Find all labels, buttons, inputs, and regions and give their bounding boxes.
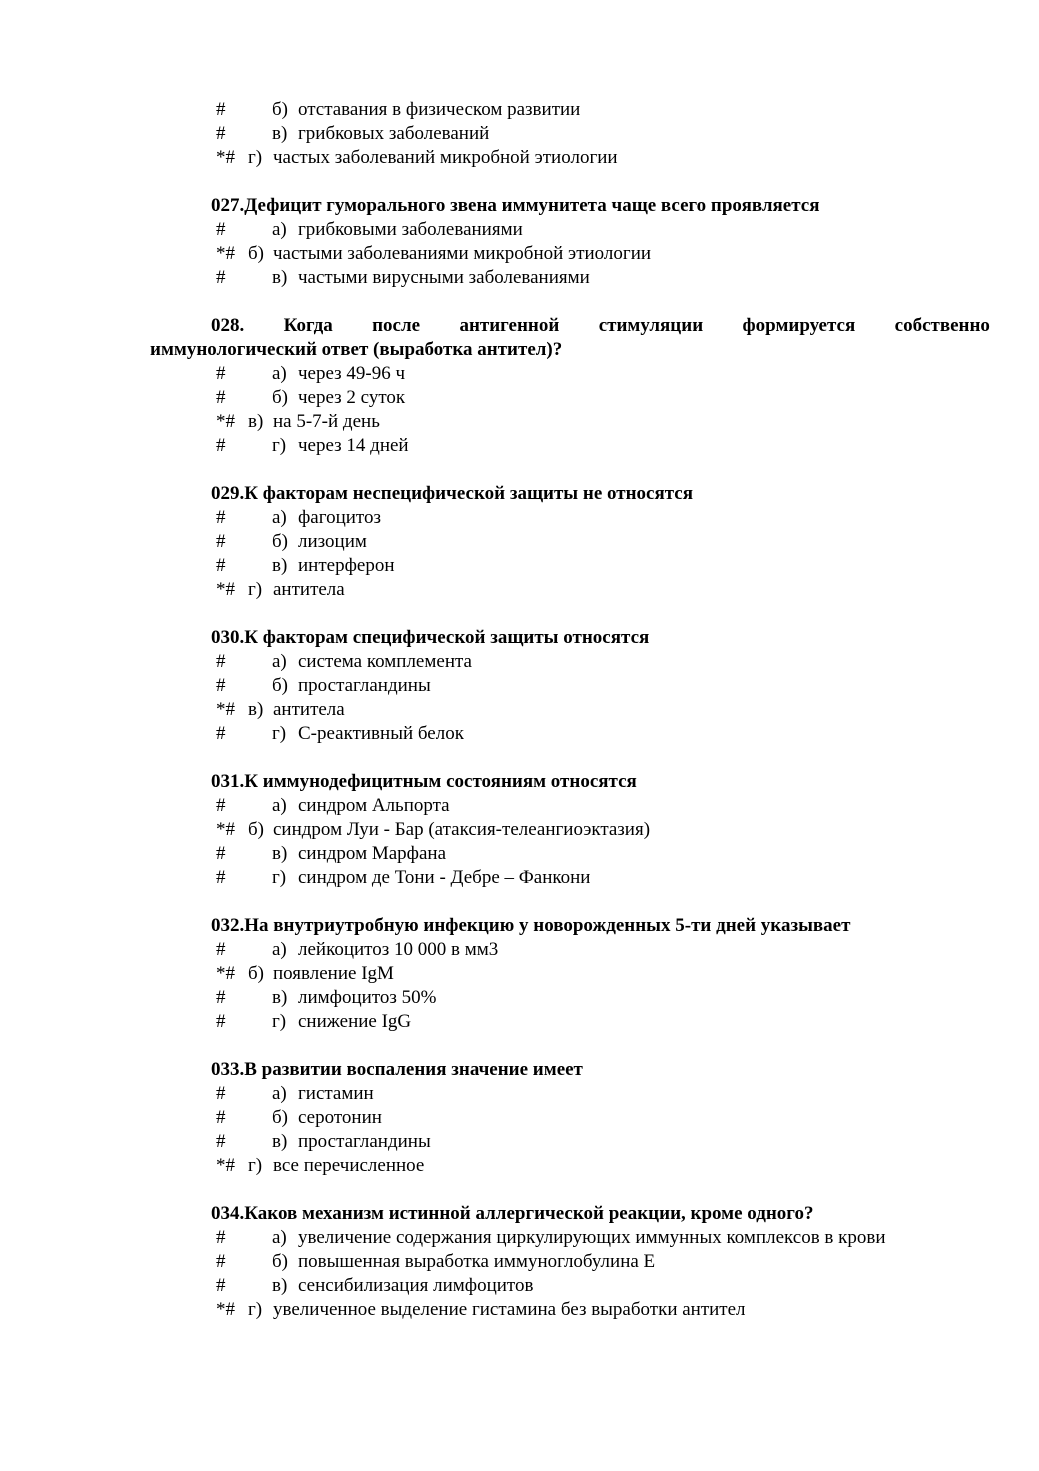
answer-item [0, 1250, 1039, 1274]
answer-item [0, 722, 1039, 746]
answer-mark: # [216, 1227, 226, 1248]
answer-mark: # [216, 435, 226, 456]
question-title: 030.К факторам специфической защиты относятся [211, 627, 650, 648]
answer-text: повышенная выработка иммуноглобулина Е [298, 1251, 656, 1272]
answer-text: увеличение содержания циркулирующих иммунных комплексов в крови [298, 1227, 886, 1248]
answer-text: грибковых заболеваний [298, 123, 490, 144]
answer-mark: # [216, 363, 226, 384]
answer-mark: *# [216, 147, 235, 168]
answer-letter: б) [272, 675, 288, 696]
question-027 [0, 194, 1039, 290]
answer-mark: *# [216, 243, 235, 264]
answer-item [0, 98, 1039, 122]
answer-mark: # [216, 1107, 226, 1128]
answer-item-correct [0, 1298, 1039, 1322]
answer-letter: а) [272, 219, 287, 240]
question-028 [0, 314, 1039, 458]
answer-letter: г) [272, 723, 287, 744]
answer-item [0, 1010, 1039, 1034]
question-title-continuation: иммунологический ответ (выработка антител)? [150, 339, 563, 360]
answer-letter: в) [272, 987, 288, 1008]
answer-item [0, 938, 1039, 962]
answer-text: система комплемента [298, 651, 472, 672]
answer-item-correct [0, 698, 1039, 722]
question-title: 032.На внутриутробную инфекцию у новорожденных 5-ти дней указывает [211, 915, 851, 936]
answer-text: лизоцим [298, 531, 367, 552]
answer-text: лейкоцитоз 10 000 в мм3 [298, 939, 499, 960]
answer-text: серотонин [298, 1107, 382, 1128]
answer-letter: г) [272, 435, 287, 456]
answer-mark: # [216, 867, 226, 888]
answer-letter: г) [272, 867, 287, 888]
answer-mark: # [216, 99, 226, 120]
answer-text: появление IgM [273, 963, 394, 984]
answer-mark: *# [216, 1299, 235, 1320]
answer-mark: # [216, 723, 226, 744]
answer-item-correct [0, 1154, 1039, 1178]
answer-mark: # [216, 1083, 226, 1104]
answer-text: частых заболеваний микробной этиологии [273, 147, 618, 168]
question-034 [0, 1202, 1039, 1322]
answer-text: частыми заболеваниями микробной этиологии [273, 243, 652, 264]
answer-item-correct [0, 242, 1039, 266]
answer-text: антитела [273, 699, 345, 720]
answer-letter: а) [272, 507, 287, 528]
answer-text: на 5-7-й день [273, 411, 380, 432]
answer-item [0, 506, 1039, 530]
answer-text: отставания в физическом развитии [298, 99, 581, 120]
document-page [0, 98, 1039, 1322]
question-title [211, 314, 990, 338]
answer-item [0, 1130, 1039, 1154]
answer-text: простагландины [298, 675, 431, 696]
question-032 [0, 914, 1039, 1034]
answer-mark: # [216, 675, 226, 696]
answer-mark: # [216, 987, 226, 1008]
answer-item [0, 434, 1039, 458]
answer-text: частыми вирусными заболеваниями [298, 267, 590, 288]
answer-mark: # [216, 531, 226, 552]
answer-item [0, 794, 1039, 818]
answer-text: синдром Альпорта [298, 795, 450, 816]
answer-letter: б) [272, 387, 288, 408]
answer-text: фагоцитоз [298, 507, 381, 528]
question-title: 033.В развитии воспаления значение имеет [211, 1059, 583, 1080]
answer-list-previous [0, 98, 1039, 170]
answer-text: через 49-96 ч [298, 363, 406, 384]
answer-item-correct [0, 146, 1039, 170]
title-word: Когда [283, 315, 333, 336]
answer-mark: # [216, 1011, 226, 1032]
answer-item [0, 266, 1039, 290]
answer-mark: # [216, 1275, 226, 1296]
answer-letter: а) [272, 939, 287, 960]
title-word: собственно [894, 315, 990, 336]
answer-text: антитела [273, 579, 345, 600]
answer-text: синдром Луи - Бар (атаксия-телеангиоэктазия) [273, 819, 651, 840]
answer-letter: в) [272, 267, 288, 288]
answer-text: лимфоцитоз 50% [298, 987, 437, 1008]
answer-text: гистамин [298, 1083, 374, 1104]
answer-letter: в) [272, 555, 288, 576]
title-word: антигенной [459, 315, 560, 336]
answer-item [0, 218, 1039, 242]
answer-item [0, 1082, 1039, 1106]
answer-text: синдром де Тони - Дебре – Фанкони [298, 867, 591, 888]
answer-letter: а) [272, 1083, 287, 1104]
answer-item [0, 386, 1039, 410]
answer-mark: # [216, 219, 226, 240]
answer-text: С-реактивный белок [298, 723, 464, 744]
answer-item [0, 122, 1039, 146]
answer-text: простагландины [298, 1131, 431, 1152]
answer-item [0, 866, 1039, 890]
question-title: 031.К иммунодефицитным состояниям относятся [211, 771, 637, 792]
answer-mark: # [216, 795, 226, 816]
answer-mark: *# [216, 963, 235, 984]
answer-mark: *# [216, 819, 235, 840]
answer-text: увеличенное выделение гистамина без выработки антител [273, 1299, 746, 1320]
answer-mark: *# [216, 579, 235, 600]
answer-letter: а) [272, 1227, 287, 1248]
title-word: после [372, 315, 421, 336]
question-029 [0, 482, 1039, 602]
answer-mark: # [216, 1251, 226, 1272]
question-031 [0, 770, 1039, 890]
answer-item-correct [0, 410, 1039, 434]
answer-letter: б) [272, 1251, 288, 1272]
answer-item [0, 842, 1039, 866]
answer-item [0, 674, 1039, 698]
answer-text: синдром Марфана [298, 843, 447, 864]
answer-mark: # [216, 651, 226, 672]
question-title: 027.Дефицит гуморального звена иммунитета чаще всего проявляется [211, 195, 820, 216]
answer-text: снижение IgG [298, 1011, 412, 1032]
answer-letter: а) [272, 363, 287, 384]
question-title: 029.К факторам неспецифической защиты не относятся [211, 483, 694, 504]
answer-item [0, 530, 1039, 554]
question-030 [0, 626, 1039, 746]
title-word: 028. [211, 315, 245, 336]
answer-letter: в) [272, 123, 288, 144]
answer-mark: # [216, 267, 226, 288]
answer-item-correct [0, 578, 1039, 602]
answer-item-correct [0, 962, 1039, 986]
question-title: 034.Каков механизм истинной аллергической реакции, кроме одного? [211, 1203, 814, 1224]
answer-text: интерферон [298, 555, 395, 576]
answer-letter: б) [248, 819, 264, 840]
answer-letter: б) [272, 531, 288, 552]
answer-mark: *# [216, 699, 235, 720]
answer-letter: в) [248, 699, 264, 720]
answer-mark: *# [216, 1155, 235, 1176]
answer-letter: г) [248, 147, 263, 168]
title-word: формируется [742, 315, 856, 336]
answer-mark: # [216, 939, 226, 960]
answer-letter: в) [248, 411, 264, 432]
answer-item-correct [0, 818, 1039, 842]
answer-item [0, 650, 1039, 674]
answer-text: через 2 суток [298, 387, 406, 408]
answer-text: все перечисленное [273, 1155, 425, 1176]
answer-mark: # [216, 843, 226, 864]
answer-item [0, 554, 1039, 578]
answer-letter: г) [272, 1011, 287, 1032]
question-033 [0, 1058, 1039, 1178]
answer-item [0, 362, 1039, 386]
answer-mark: # [216, 387, 226, 408]
answer-letter: б) [272, 1107, 288, 1128]
answer-mark: *# [216, 411, 235, 432]
answer-mark: # [216, 123, 226, 144]
answer-mark: # [216, 1131, 226, 1152]
answer-letter: в) [272, 843, 288, 864]
answer-text: сенсибилизация лимфоцитов [298, 1275, 534, 1296]
answer-letter: а) [272, 651, 287, 672]
answer-letter: в) [272, 1131, 288, 1152]
answer-letter: г) [248, 1155, 263, 1176]
answer-letter: в) [272, 1275, 288, 1296]
answer-letter: г) [248, 1299, 263, 1320]
answer-item [0, 1226, 1039, 1250]
answer-item [0, 1274, 1039, 1298]
answer-letter: б) [248, 963, 264, 984]
answer-letter: б) [272, 99, 288, 120]
answer-text: через 14 дней [298, 435, 409, 456]
answer-mark: # [216, 555, 226, 576]
answer-letter: а) [272, 795, 287, 816]
answer-item [0, 1106, 1039, 1130]
title-word: стимуляции [598, 315, 704, 336]
answer-item [0, 986, 1039, 1010]
answer-letter: б) [248, 243, 264, 264]
answer-letter: г) [248, 579, 263, 600]
answer-text: грибковыми заболеваниями [298, 219, 523, 240]
answer-mark: # [216, 507, 226, 528]
